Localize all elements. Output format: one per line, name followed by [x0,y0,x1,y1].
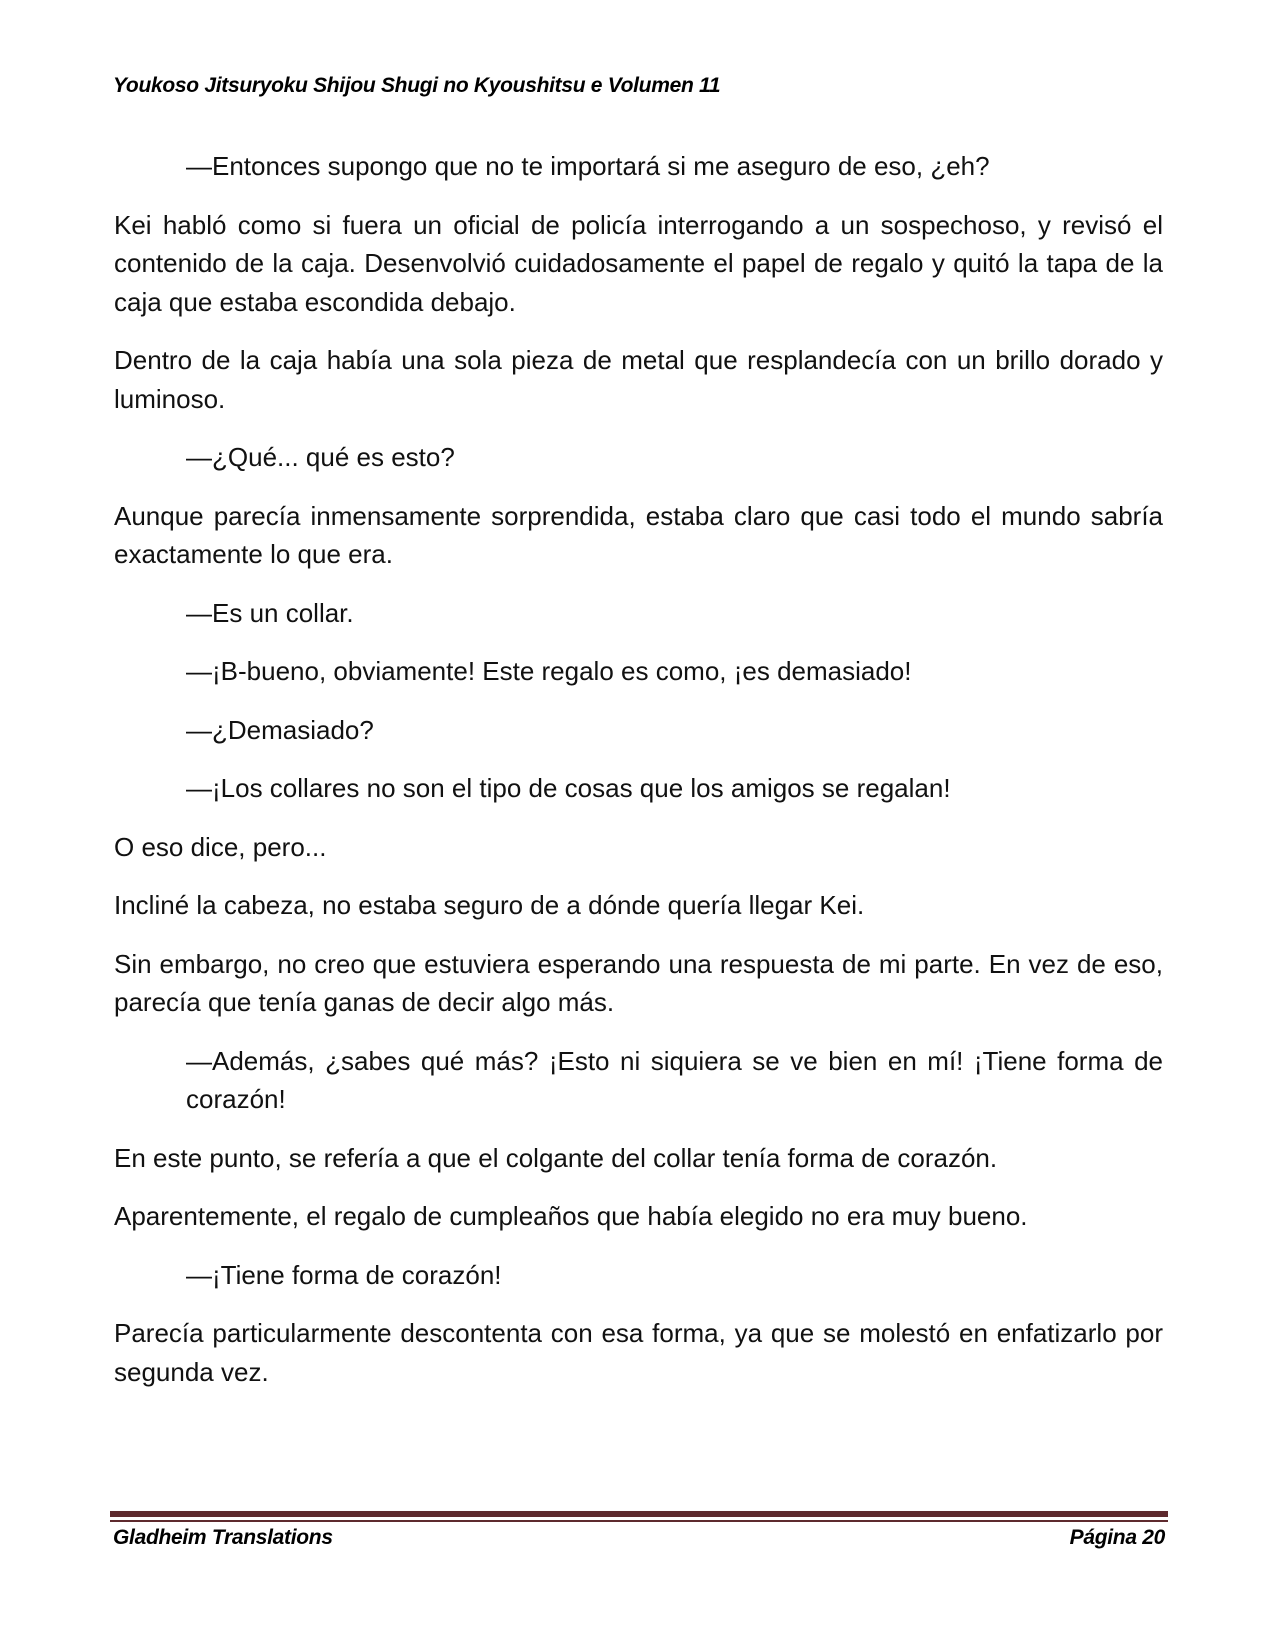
narration-paragraph: Parecía particularmente descontenta con esa forma, ya que se molestó en enfatizarlo por segunda vez. [114,1318,1163,1387]
dialogue-paragraph: —¡Tiene forma de corazón! [186,1259,502,1290]
narration-paragraph: Kei habló como si fuera un oficial de policía interrogando a un sospechoso, y revisó el contenido de la caja. Desenvolvió cuidadosamente el papel de regalo y quitó la tapa de la caja que estaba escondida debajo. [114,209,1163,317]
footer-rule-thick [110,1511,1168,1517]
dialogue-paragraph: —Es un collar. [186,597,354,628]
dialogue-paragraph: —¿Qué... qué es esto? [186,442,455,472]
dialogue-paragraph: —¡Los collares no son el tipo de cosas que los amigos se regalan! [186,773,951,803]
dialogue-paragraph: —Entonces supongo que no te importará si me aseguro de eso, ¿eh? [186,151,990,181]
narration-paragraph: Dentro de la caja había una sola pieza de metal que resplandecía con un brillo dorado y luminoso. [114,345,1163,414]
page-body [114,147,1163,1411]
dialogue-paragraph: —Además, ¿sabes qué más? ¡Esto ni siquiera se ve bien en mí! ¡Tiene forma de corazón! [186,1045,1163,1114]
narration-paragraph: Incliné la cabeza, no estaba seguro de a dónde quería llegar Kei. [114,890,865,920]
footer-page-number: Página 20 [1069,1526,1165,1549]
narration-paragraph: En este punto, se refería a que el colgante del collar tenía forma de corazón. [114,1142,998,1173]
running-header: Youkoso Jitsuryoku Shijou Shugi no Kyoushitsu e Volumen 11 [113,74,721,97]
narration-paragraph: Aunque parecía inmensamente sorprendida, estaba claro que casi todo el mundo sabría exactamente lo que era. [114,500,1163,569]
footer-rule-thin [110,1520,1168,1522]
dialogue-paragraph: —¿Demasiado? [186,714,374,745]
footer-publisher: Gladheim Translations [113,1526,333,1549]
narration-paragraph: O eso dice, pero... [114,831,327,862]
narration-paragraph: Sin embargo, no creo que estuviera esperando una respuesta de mi parte. En vez de eso, parecía que tenía ganas de decir algo más. [114,948,1163,1017]
narration-paragraph: Aparentemente, el regalo de cumpleaños que había elegido no era muy bueno. [114,1201,1028,1231]
dialogue-paragraph: —¡B-bueno, obviamente! Este regalo es como, ¡es demasiado! [186,656,912,686]
